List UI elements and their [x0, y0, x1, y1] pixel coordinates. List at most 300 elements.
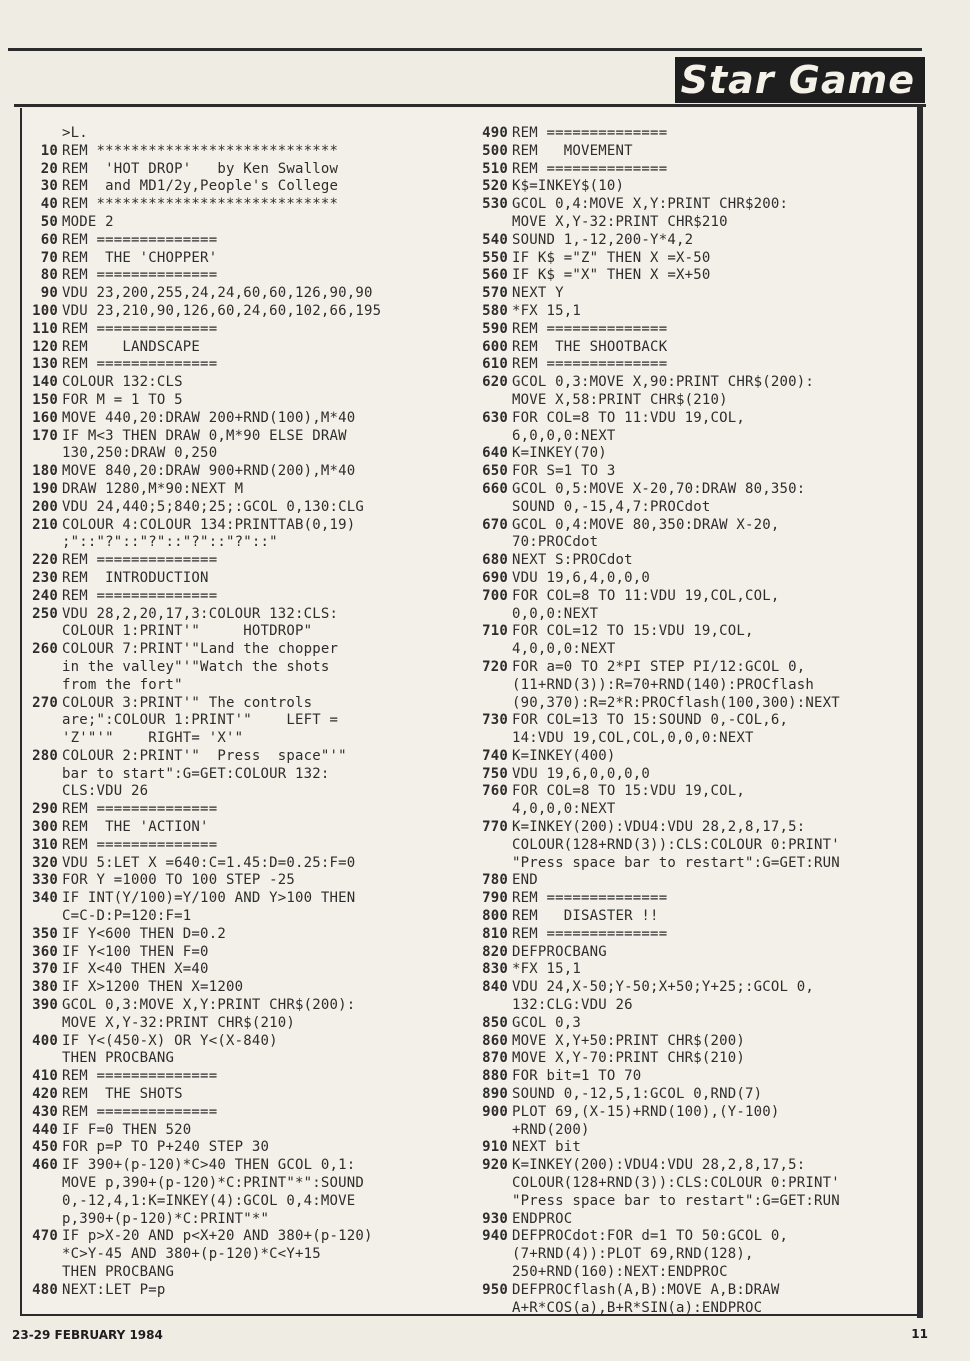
- section-title: Star Game: [680, 58, 915, 102]
- code-text: REM ==============: [62, 801, 218, 818]
- code-text: VDU 19,6,4,0,0,0: [512, 569, 651, 586]
- code-line: [26, 1228, 450, 1281]
- line-number: 510: [482, 160, 508, 177]
- line-number: 860: [482, 1032, 508, 1049]
- code-line: [472, 410, 916, 446]
- code-line: [472, 570, 916, 588]
- line-number: 480: [32, 1281, 58, 1298]
- code-continuation: A+R*COS(a),B+R*SIN(a):ENDPROC: [512, 1299, 763, 1316]
- code-line: [472, 374, 916, 410]
- code-line: [26, 339, 450, 357]
- code-line: [472, 1139, 916, 1157]
- code-line: [472, 1211, 916, 1229]
- line-number: 810: [482, 925, 508, 942]
- code-text: IF M<3 THEN DRAW 0,M*90 ELSE DRAW: [62, 427, 347, 444]
- line-number: 500: [482, 142, 508, 159]
- code-text: REM ==============: [512, 160, 668, 177]
- line-number: 170: [32, 427, 58, 444]
- line-number: 320: [32, 854, 58, 871]
- line-number: 360: [32, 943, 58, 960]
- code-text: REM DISASTER !!: [512, 908, 659, 925]
- code-text: FOR COL=8 TO 11:VDU 19,COL,COL,: [512, 587, 780, 604]
- code-line: [472, 766, 916, 784]
- code-text: GCOL 0,5:MOVE X-20,70:DRAW 80,350:: [512, 480, 806, 497]
- code-continuation: (7+RND(4)):PLOT 69,RND(128),: [512, 1246, 754, 1263]
- code-line: [472, 232, 916, 250]
- code-text: FOR S=1 TO 3: [512, 463, 616, 480]
- code-line: [472, 517, 916, 553]
- code-line: [472, 178, 916, 196]
- code-line: [26, 356, 450, 374]
- code-line: [26, 374, 450, 392]
- line-number: 870: [482, 1050, 508, 1067]
- code-text: END: [512, 872, 538, 889]
- code-text: PLOT 69,(X-15)+RND(100),(Y-100): [512, 1103, 780, 1120]
- line-number: 710: [482, 623, 508, 640]
- line-number: 570: [482, 285, 508, 302]
- code-text: REM ==============: [62, 231, 218, 248]
- code-line: [26, 748, 450, 801]
- line-number: 530: [482, 196, 508, 213]
- code-text: REM and MD1/2y,People's College: [62, 178, 339, 195]
- code-text: *FX 15,1: [512, 302, 582, 319]
- code-text: SOUND 0,-12,5,1:GCOL 0,RND(7): [512, 1086, 763, 1103]
- line-number: 850: [482, 1014, 508, 1031]
- line-number: 80: [40, 267, 58, 284]
- code-line: [26, 1282, 450, 1300]
- code-text: GCOL 0,4:MOVE 80,350:DRAW X-20,: [512, 516, 780, 533]
- code-continuation: +RND(200): [512, 1121, 590, 1138]
- code-line: [26, 961, 450, 979]
- code-line: [472, 623, 916, 659]
- code-text: REM THE SHOTS: [62, 1086, 183, 1103]
- code-text: MOVE 440,20:DRAW 200+RND(100),M*40: [62, 409, 356, 426]
- code-text: FOR COL=8 TO 15:VDU 19,COL,: [512, 783, 745, 800]
- code-text: REM LANDSCAPE: [62, 338, 201, 355]
- code-text: GCOL 0,3:MOVE X,90:PRINT CHR$(200):: [512, 374, 815, 391]
- code-text: GCOL 0,3: [512, 1014, 582, 1031]
- code-line: [26, 499, 450, 517]
- line-number: 310: [32, 836, 58, 853]
- code-continuation: from the fort": [62, 676, 183, 693]
- code-text: IF p>X-20 AND p<X+20 AND 380+(p-120): [62, 1228, 373, 1245]
- code-continuation: 250+RND(160):NEXT:ENDPROC: [512, 1264, 728, 1280]
- code-text: VDU 19,6,0,0,0,0: [512, 765, 651, 782]
- line-number: 600: [482, 338, 508, 355]
- line-number: 270: [32, 694, 58, 711]
- code-text: REM THE 'CHOPPER': [62, 249, 218, 266]
- code-line: [26, 606, 450, 642]
- code-text: VDU 28,2,20,17,3:COLOUR 132:CLS:: [62, 605, 339, 622]
- code-continuation: "Press space bar to restart":G=GET:RUN: [512, 854, 840, 871]
- line-number: 590: [482, 320, 508, 337]
- code-line: [26, 250, 450, 268]
- line-number: 780: [482, 872, 508, 889]
- code-line: [472, 161, 916, 179]
- code-text: IF 390+(p-120)*C>40 THEN GCOL 0,1:: [62, 1157, 356, 1174]
- line-number: 110: [32, 320, 58, 337]
- listing-top-rule: [14, 104, 926, 107]
- code-line: [472, 908, 916, 926]
- code-text: MOVE 840,20:DRAW 900+RND(200),M*40: [62, 463, 356, 480]
- code-text: REM ==============: [62, 1068, 218, 1085]
- line-number: 890: [482, 1086, 508, 1103]
- code-continuation: 6,0,0,0:NEXT: [512, 427, 616, 444]
- line-number: 460: [32, 1157, 58, 1174]
- line-number: 190: [32, 480, 58, 497]
- code-text: ENDPROC: [512, 1210, 573, 1227]
- code-line: [26, 997, 450, 1033]
- code-text: IF K$ ="X" THEN X =X+50: [512, 267, 711, 284]
- code-text: IF K$ ="Z" THEN X =X-50: [512, 249, 711, 266]
- code-line: [472, 552, 916, 570]
- code-text: IF Y<(450-X) OR Y<(X-840): [62, 1032, 278, 1049]
- line-number: 560: [482, 267, 508, 284]
- line-number: 760: [482, 783, 508, 800]
- code-line: [26, 321, 450, 339]
- code-line: [26, 143, 450, 161]
- code-text: REM ****************************: [62, 142, 339, 159]
- code-text: FOR COL=13 TO 15:SOUND 0,-COL,6,: [512, 712, 789, 729]
- line-number: 290: [32, 801, 58, 818]
- code-text: REM ==============: [62, 587, 218, 604]
- code-text: VDU 5:LET X =640:C=1.45:D=0.25:F=0: [62, 854, 356, 871]
- line-number: 800: [482, 908, 508, 925]
- line-number: 200: [32, 498, 58, 515]
- code-line: [26, 1104, 450, 1122]
- code-text: K$=INKEY$(10): [512, 178, 625, 195]
- code-line: [26, 872, 450, 890]
- code-text: VDU 23,210,90,126,60,24,60,102,66,195: [62, 302, 382, 319]
- code-line: [26, 214, 450, 232]
- code-line: [26, 481, 450, 499]
- code-text: K=INKEY(70): [512, 445, 607, 462]
- code-line: [472, 267, 916, 285]
- code-line: [472, 1015, 916, 1033]
- code-line: [26, 410, 450, 428]
- code-line: [472, 890, 916, 908]
- code-text: VDU 24,440;5;840;25;:GCOL 0,130:CLG: [62, 498, 365, 515]
- code-text: MOVE X,Y-70:PRINT CHR$(210): [512, 1050, 745, 1067]
- code-line: [26, 552, 450, 570]
- code-line: [472, 356, 916, 374]
- code-text: DEFPROCflash(A,B):MOVE A,B:DRAW: [512, 1281, 780, 1298]
- code-line: [26, 979, 450, 997]
- code-text: NEXT S:PROCdot: [512, 552, 633, 569]
- code-text: COLOUR 4:COLOUR 134:PRINTTAB(0,19): [62, 516, 356, 533]
- code-line: [26, 196, 450, 214]
- line-number: 240: [32, 587, 58, 604]
- code-text: MODE 2: [62, 213, 114, 230]
- line-number: 610: [482, 356, 508, 373]
- code-line: [26, 890, 450, 926]
- code-line: [472, 748, 916, 766]
- code-text: IF INT(Y/100)=Y/100 AND Y>100 THEN: [62, 890, 356, 907]
- code-line: [26, 570, 450, 588]
- line-number: 390: [32, 997, 58, 1014]
- code-text: K=INKEY(200):VDU4:VDU 28,2,8,17,5:: [512, 1157, 806, 1174]
- code-continuation: 70:PROCdot: [512, 534, 599, 551]
- code-text: IF X>1200 THEN X=1200: [62, 979, 244, 996]
- code-line: [472, 339, 916, 357]
- line-number: 790: [482, 890, 508, 907]
- line-number: 770: [482, 819, 508, 836]
- code-text: >L.: [62, 125, 88, 141]
- line-number: 410: [32, 1068, 58, 1085]
- line-number: 90: [40, 285, 58, 302]
- line-number: 430: [32, 1103, 58, 1120]
- line-number: 930: [482, 1210, 508, 1227]
- code-text: REM INTRODUCTION: [62, 569, 209, 586]
- page-number: 11: [911, 1327, 928, 1341]
- code-line: [472, 659, 916, 712]
- code-text: REM 'HOT DROP' by Ken Swallow: [62, 160, 339, 177]
- code-line: [472, 1157, 916, 1210]
- code-line: [26, 125, 450, 143]
- line-number: 580: [482, 302, 508, 319]
- code-continuation: (90,370):R=2*R:PROCflash(100,300):NEXT: [512, 694, 840, 711]
- code-line: [472, 1068, 916, 1086]
- code-text: K=INKEY(400): [512, 747, 616, 764]
- code-line: [26, 1086, 450, 1104]
- listing-column-right: [472, 125, 916, 1317]
- code-line: [472, 1104, 916, 1140]
- line-number: 630: [482, 409, 508, 426]
- line-number: 370: [32, 961, 58, 978]
- code-text: COLOUR 3:PRINT'" The controls: [62, 694, 313, 711]
- code-line: [26, 588, 450, 606]
- code-continuation: COLOUR(128+RND(3)):CLS:COLOUR 0:PRINT': [512, 836, 840, 853]
- code-text: REM ==============: [512, 925, 668, 942]
- line-number: 260: [32, 641, 58, 658]
- line-number: 680: [482, 552, 508, 569]
- code-continuation: 130,250:DRAW 0,250: [62, 445, 218, 462]
- code-line: [26, 1068, 450, 1086]
- code-continuation: MOVE X,58:PRINT CHR$(210): [512, 391, 728, 408]
- code-line: [472, 303, 916, 321]
- line-number: 720: [482, 658, 508, 675]
- code-line: [26, 517, 450, 553]
- code-text: FOR COL=8 TO 11:VDU 19,COL,: [512, 409, 745, 426]
- listing-right-bar: [917, 104, 923, 1318]
- code-text: REM ==============: [62, 836, 218, 853]
- line-number: 750: [482, 765, 508, 782]
- line-number: 70: [40, 249, 58, 266]
- code-text: *FX 15,1: [512, 961, 582, 978]
- code-text: NEXT Y: [512, 285, 564, 302]
- code-text: VDU 24,X-50;Y-50;X+50;Y+25;:GCOL 0,: [512, 979, 815, 996]
- code-continuation: C=C-D:P=120:F=1: [62, 908, 192, 925]
- code-line: [472, 1033, 916, 1051]
- code-line: [472, 926, 916, 944]
- code-text: DEFPROCdot:FOR d=1 TO 50:GCOL 0,: [512, 1228, 789, 1245]
- code-text: MOVE X,Y+50:PRINT CHR$(200): [512, 1032, 745, 1049]
- code-line: [26, 303, 450, 321]
- line-number: 180: [32, 463, 58, 480]
- code-continuation: COLOUR 1:PRINT'" HOTDROP": [62, 623, 313, 640]
- top-rule: [8, 48, 922, 51]
- code-line: [472, 819, 916, 872]
- code-text: REM MOVEMENT: [512, 142, 633, 159]
- code-text: REM ==============: [62, 356, 218, 373]
- line-number: 20: [40, 160, 58, 177]
- code-line: [472, 321, 916, 339]
- code-line: [472, 961, 916, 979]
- code-continuation: 132:CLG:VDU 26: [512, 997, 633, 1014]
- line-number: 120: [32, 338, 58, 355]
- code-text: GCOL 0,4:MOVE X,Y:PRINT CHR$200:: [512, 196, 789, 213]
- line-number: 740: [482, 747, 508, 764]
- code-line: [26, 232, 450, 250]
- code-line: [26, 695, 450, 748]
- line-number: 910: [482, 1139, 508, 1156]
- line-number: 10: [40, 142, 58, 159]
- code-continuation: CLS:VDU 26: [62, 783, 149, 800]
- code-line: [26, 641, 450, 694]
- code-line: [472, 1228, 916, 1281]
- code-line: [26, 801, 450, 819]
- code-line: [26, 855, 450, 873]
- line-number: 230: [32, 569, 58, 586]
- code-text: REM ==============: [512, 356, 668, 373]
- code-text: REM ==============: [512, 125, 668, 141]
- code-text: FOR a=0 TO 2*PI STEP PI/12:GCOL 0,: [512, 658, 806, 675]
- code-text: REM ==============: [62, 267, 218, 284]
- code-text: FOR COL=12 TO 15:VDU 19,COL,: [512, 623, 754, 640]
- code-continuation: p,390+(p-120)*C:PRINT"*": [62, 1210, 270, 1227]
- line-number: 330: [32, 872, 58, 889]
- line-number: 840: [482, 979, 508, 996]
- code-continuation: in the valley"'"Watch the shots: [62, 658, 330, 675]
- code-continuation: 4,0,0,0:NEXT: [512, 801, 616, 818]
- line-number: 700: [482, 587, 508, 604]
- code-continuation: THEN PROCBANG: [62, 1050, 175, 1067]
- code-line: [472, 712, 916, 748]
- code-continuation: MOVE X,Y-32:PRINT CHR$210: [512, 213, 728, 230]
- line-number: 60: [40, 231, 58, 248]
- line-number: 650: [482, 463, 508, 480]
- code-continuation: THEN PROCBANG: [62, 1264, 175, 1280]
- code-text: NEXT:LET P=p: [62, 1281, 166, 1298]
- code-line: [472, 196, 916, 232]
- code-line: [26, 161, 450, 179]
- code-text: GCOL 0,3:MOVE X,Y:PRINT CHR$(200):: [62, 997, 356, 1014]
- code-line: [472, 1086, 916, 1104]
- line-number: 950: [482, 1281, 508, 1298]
- code-line: [472, 944, 916, 962]
- code-text: FOR Y =1000 TO 100 STEP -25: [62, 872, 295, 889]
- code-text: NEXT bit: [512, 1139, 582, 1156]
- code-line: [472, 588, 916, 624]
- code-line: [26, 926, 450, 944]
- code-text: IF Y<600 THEN D=0.2: [62, 925, 226, 942]
- code-text: FOR M = 1 TO 5: [62, 391, 183, 408]
- line-number: 920: [482, 1157, 508, 1174]
- line-number: 620: [482, 374, 508, 391]
- code-line: [472, 143, 916, 161]
- code-continuation: 0,-12,4,1:K=INKEY(4):GCOL 0,4:MOVE: [62, 1192, 356, 1209]
- code-text: REM ==============: [62, 320, 218, 337]
- code-text: FOR bit=1 TO 70: [512, 1068, 642, 1085]
- code-line: [26, 285, 450, 303]
- code-line: [26, 267, 450, 285]
- line-number: 350: [32, 925, 58, 942]
- code-continuation: MOVE X,Y-32:PRINT CHR$(210): [62, 1014, 295, 1031]
- line-number: 820: [482, 943, 508, 960]
- code-continuation: bar to start":G=GET:COLOUR 132:: [62, 765, 330, 782]
- line-number: 40: [40, 196, 58, 213]
- code-text: VDU 23,200,255,24,24,60,60,126,90,90: [62, 285, 373, 302]
- line-number: 880: [482, 1068, 508, 1085]
- line-number: 420: [32, 1086, 58, 1103]
- line-number: 150: [32, 391, 58, 408]
- code-line: [472, 481, 916, 517]
- code-continuation: *C>Y-45 AND 380+(p-120)*C<Y+15: [62, 1246, 321, 1263]
- code-line: [472, 445, 916, 463]
- code-text: DEFPROCBANG: [512, 943, 607, 960]
- code-text: COLOUR 2:PRINT'" Press space"'": [62, 747, 347, 764]
- code-line: [26, 463, 450, 481]
- line-number: 660: [482, 480, 508, 497]
- code-line: [472, 463, 916, 481]
- code-line: [26, 392, 450, 410]
- code-continuation: (11+RND(3)):R=70+RND(140):PROCflash: [512, 676, 815, 693]
- code-text: REM ****************************: [62, 196, 339, 213]
- code-line: [26, 1033, 450, 1069]
- line-number: 160: [32, 409, 58, 426]
- line-number: 830: [482, 961, 508, 978]
- code-text: IF X<40 THEN X=40: [62, 961, 209, 978]
- code-text: REM ==============: [62, 552, 218, 569]
- code-text: SOUND 1,-12,200-Y*4,2: [512, 231, 694, 248]
- line-number: 940: [482, 1228, 508, 1245]
- line-number: 380: [32, 979, 58, 996]
- code-line: [26, 428, 450, 464]
- line-number: 340: [32, 890, 58, 907]
- code-text: K=INKEY(200):VDU4:VDU 28,2,8,17,5:: [512, 819, 806, 836]
- code-text: IF Y<100 THEN F=0: [62, 943, 209, 960]
- footer-date: 23-29 FEBRUARY 1984: [12, 1328, 163, 1342]
- line-number: 300: [32, 819, 58, 836]
- line-number: 250: [32, 605, 58, 622]
- code-text: COLOUR 132:CLS: [62, 374, 183, 391]
- line-number: 50: [40, 213, 58, 230]
- line-number: 30: [40, 178, 58, 195]
- section-header-band: [675, 57, 925, 103]
- code-text: REM ==============: [512, 890, 668, 907]
- code-continuation: 0,0,0:NEXT: [512, 605, 599, 622]
- code-continuation: SOUND 0,-15,4,7:PROCdot: [512, 498, 711, 515]
- code-line: [472, 979, 916, 1015]
- line-number: 100: [32, 302, 58, 319]
- code-line: [26, 944, 450, 962]
- line-number: 690: [482, 569, 508, 586]
- code-continuation: 14:VDU 19,COL,COL,0,0,0:NEXT: [512, 730, 754, 747]
- code-continuation: 'Z'"'" RIGHT= 'X'": [62, 730, 244, 747]
- line-number: 520: [482, 178, 508, 195]
- code-continuation: MOVE p,390+(p-120)*C:PRINT"*":SOUND: [62, 1175, 365, 1192]
- code-line: [26, 819, 450, 837]
- line-number: 540: [482, 231, 508, 248]
- code-line: [26, 1122, 450, 1140]
- code-line: [472, 872, 916, 890]
- line-number: 450: [32, 1139, 58, 1156]
- code-text: FOR p=P TO P+240 STEP 30: [62, 1139, 270, 1156]
- line-number: 440: [32, 1121, 58, 1138]
- code-line: [472, 285, 916, 303]
- code-text: COLOUR 7:PRINT'"Land the chopper: [62, 641, 339, 658]
- code-text: IF F=0 THEN 520: [62, 1121, 192, 1138]
